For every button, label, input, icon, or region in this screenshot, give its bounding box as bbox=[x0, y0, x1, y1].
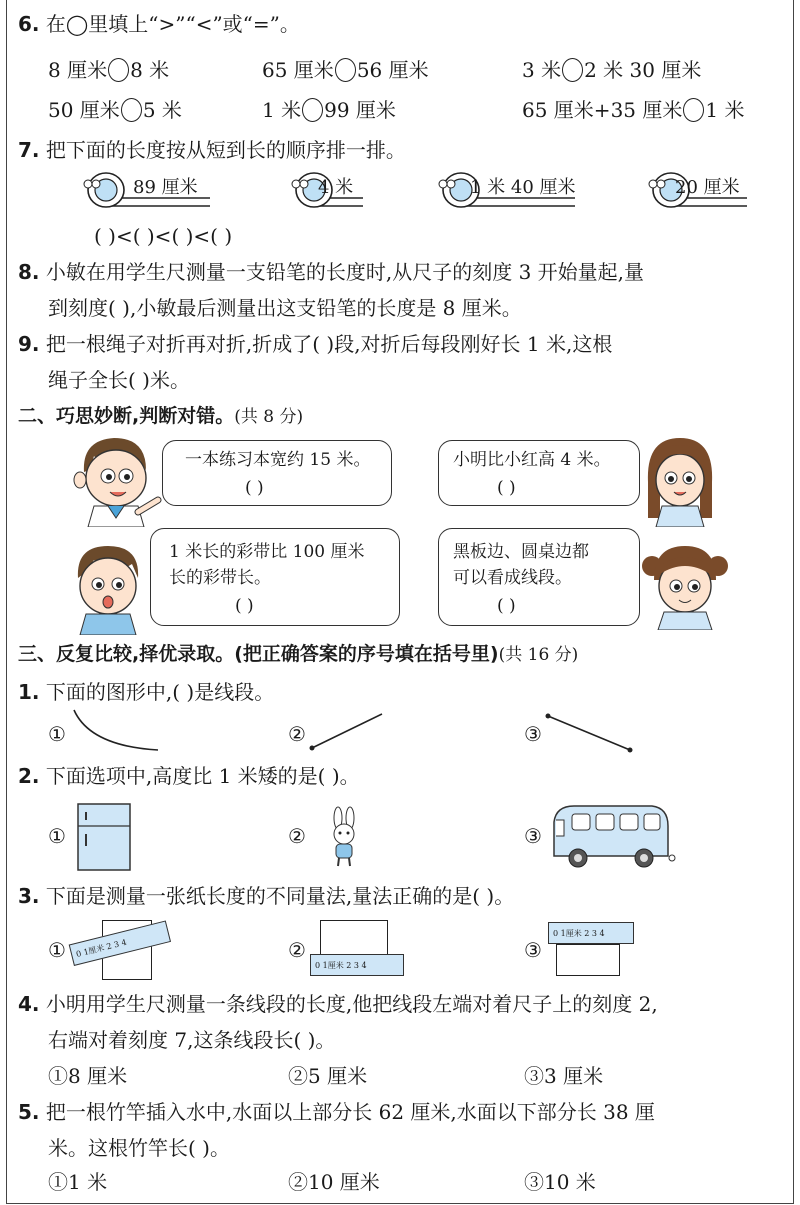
q6-item-left: 8 厘米 bbox=[48, 58, 108, 82]
q6-item-right: 5 米 bbox=[142, 98, 182, 122]
segment-figure bbox=[548, 716, 630, 750]
option-item[interactable]: ①8 厘米 bbox=[48, 1064, 128, 1088]
judge-answer-paren[interactable]: ( ) bbox=[235, 596, 254, 616]
s3q5-line1 bbox=[18, 1098, 655, 1126]
option-marker[interactable]: ② bbox=[288, 938, 306, 962]
q7-stem bbox=[18, 136, 406, 164]
girl-illustration bbox=[640, 432, 720, 527]
ray-figure bbox=[312, 714, 382, 748]
ruler-icon: 0 1厘米 2 3 4 bbox=[548, 922, 634, 944]
judge-statement: 一本练习本宽约 15 米。 bbox=[185, 450, 371, 470]
bus-icon bbox=[548, 800, 678, 872]
q6-item bbox=[522, 56, 701, 84]
option-item[interactable]: ③10 米 bbox=[524, 1170, 596, 1194]
q7-stem-text: 把下面的长度按从短到长的顺序排一排。 bbox=[45, 138, 406, 162]
q6-item-right: 2 米 30 厘米 bbox=[584, 58, 702, 82]
option-marker[interactable]: ③ bbox=[524, 938, 542, 962]
compare-circle[interactable] bbox=[562, 58, 583, 82]
judge-statement-cont: 可以看成线段。 bbox=[453, 568, 572, 588]
judge-answer-paren[interactable]: ( ) bbox=[497, 478, 516, 498]
section3-title bbox=[18, 640, 578, 669]
tape-label: 4 米 bbox=[318, 177, 354, 198]
q7-number: 7. bbox=[18, 138, 40, 162]
option-marker[interactable]: ① bbox=[48, 722, 66, 746]
judge-answer-paren[interactable]: ( ) bbox=[245, 478, 264, 498]
compare-circle[interactable] bbox=[683, 98, 704, 122]
q8-line2[interactable]: 到刻度( ),小敏最后测量出这支铅笔的长度是 8 厘米。 bbox=[48, 296, 522, 320]
judge-bubble bbox=[438, 528, 640, 626]
s3q4-line2[interactable]: 右端对着刻度 7,这条线段长( )。 bbox=[48, 1028, 336, 1052]
q6-item-right: 1 米 bbox=[705, 98, 745, 122]
q6-item bbox=[522, 96, 744, 124]
boy-illustration bbox=[64, 540, 154, 635]
q6-item bbox=[48, 56, 169, 84]
q6-item bbox=[48, 96, 182, 124]
s3q5-number: 5. bbox=[18, 1100, 40, 1124]
compare-circle[interactable] bbox=[335, 58, 356, 82]
judge-bubble bbox=[162, 440, 392, 506]
s3q4-text: 小明用学生尺测量一条线段的长度,他把线段左端对着尺子上的刻度 2, bbox=[45, 992, 658, 1016]
s3q2-stem bbox=[18, 762, 360, 790]
boy-pointing-illustration bbox=[64, 432, 164, 527]
option-marker[interactable]: ③ bbox=[524, 824, 542, 848]
q6-stem-text: 在◯里填上“>”“<”或“=”。 bbox=[45, 12, 300, 36]
s3q1-stem bbox=[18, 678, 274, 706]
q9-line2[interactable]: 绳子全长( )米。 bbox=[48, 368, 190, 392]
option-marker[interactable]: ① bbox=[48, 824, 66, 848]
option-marker[interactable]: ③ bbox=[524, 722, 542, 746]
option-item[interactable]: ②10 厘米 bbox=[288, 1170, 380, 1194]
s3q1-stem-text[interactable]: 下面的图形中,( )是线段。 bbox=[45, 680, 275, 704]
q6-item-left: 65 厘米+35 厘米 bbox=[522, 98, 683, 122]
q6-item-left: 3 米 bbox=[522, 58, 562, 82]
tape-label: 89 厘米 bbox=[133, 177, 198, 198]
q6-item bbox=[262, 56, 429, 84]
q6-item bbox=[262, 96, 396, 124]
judge-statement: 1 米长的彩带比 100 厘米 bbox=[169, 542, 365, 562]
q6-number: 6. bbox=[18, 12, 40, 36]
option-marker[interactable]: ① bbox=[48, 938, 66, 962]
q6-item-left: 50 厘米 bbox=[48, 98, 120, 122]
line-figures bbox=[70, 706, 770, 756]
q8-text: 小敏在用学生尺测量一支铅笔的长度时,从尺子的刻度 3 开始量起,量 bbox=[45, 260, 645, 284]
refrigerator-icon bbox=[74, 800, 136, 874]
compare-circle[interactable] bbox=[108, 58, 129, 82]
option-item[interactable]: ①1 米 bbox=[48, 1170, 108, 1194]
tape-label: 20 厘米 bbox=[675, 177, 740, 198]
s3q4-line1 bbox=[18, 990, 658, 1018]
section2-points: (共 8 分) bbox=[234, 407, 304, 427]
option-marker[interactable]: ② bbox=[288, 722, 306, 746]
compare-circle[interactable] bbox=[302, 98, 323, 122]
section2-title-text: 二、巧思妙断,判断对错。 bbox=[18, 405, 235, 427]
q9-text: 把一根绳子对折再对折,折成了( )段,对折后每段刚好长 1 米,这根 bbox=[45, 332, 613, 356]
girl-pigtails-illustration bbox=[640, 540, 730, 630]
compare-circle[interactable] bbox=[121, 98, 142, 122]
section3-points: (共 16 分) bbox=[498, 645, 579, 665]
s3q2-stem-text[interactable]: 下面选项中,高度比 1 米矮的是( )。 bbox=[45, 764, 360, 788]
judge-bubble bbox=[438, 440, 640, 506]
q9-line1[interactable] bbox=[18, 330, 612, 358]
q9-number: 9. bbox=[18, 332, 40, 356]
s3q3-stem-text[interactable]: 下面是测量一张纸长度的不同量法,量法正确的是( )。 bbox=[45, 884, 515, 908]
option-item[interactable]: ②5 厘米 bbox=[288, 1064, 368, 1088]
measure-method-3 bbox=[548, 922, 658, 984]
judge-statement: 黑板边、圆桌边都 bbox=[453, 542, 589, 562]
option-marker[interactable]: ② bbox=[288, 824, 306, 848]
ruler-icon: 0 1厘米 2 3 4 bbox=[69, 920, 171, 966]
judge-statement: 小明比小红高 4 米。 bbox=[453, 450, 611, 470]
q6-item-left: 1 米 bbox=[262, 98, 302, 122]
q6-item-left: 65 厘米 bbox=[262, 58, 334, 82]
measure-method-2 bbox=[310, 918, 420, 982]
ruler-icon: 0 1厘米 2 3 4 bbox=[310, 954, 404, 976]
rabbit-icon bbox=[322, 806, 366, 868]
q6-item-right: 99 厘米 bbox=[324, 98, 396, 122]
q6-item-right: 56 厘米 bbox=[356, 58, 429, 82]
curve-figure bbox=[74, 710, 158, 750]
s3q1-number: 1. bbox=[18, 680, 40, 704]
section3-title-text: 三、反复比较,择优录取。(把正确答案的序号填在括号里) bbox=[18, 643, 499, 665]
q8-number: 8. bbox=[18, 260, 40, 284]
s3q2-number: 2. bbox=[18, 764, 40, 788]
q6-item-right: 8 米 bbox=[130, 58, 170, 82]
q7-order-answer[interactable]: ( )<( )<( )<( ) bbox=[94, 224, 233, 248]
option-item[interactable]: ③3 厘米 bbox=[524, 1064, 604, 1088]
measure-method-1 bbox=[72, 916, 182, 984]
judge-statement-cont: 长的彩带长。 bbox=[169, 568, 271, 588]
judge-bubble bbox=[150, 528, 400, 626]
s3q3-number: 3. bbox=[18, 884, 40, 908]
tape-label: 1 米 40 厘米 bbox=[470, 177, 576, 198]
s3q5-line2[interactable]: 米。这根竹竿长( )。 bbox=[48, 1136, 230, 1160]
q8-line1 bbox=[18, 258, 644, 286]
s3q4-number: 4. bbox=[18, 992, 40, 1016]
q6-stem bbox=[18, 10, 300, 38]
s3q3-stem bbox=[18, 882, 514, 910]
section2-title bbox=[18, 402, 303, 431]
judge-answer-paren[interactable]: ( ) bbox=[497, 596, 516, 616]
s3q5-text: 把一根竹竿插入水中,水面以上部分长 62 厘米,水面以下部分长 38 厘 bbox=[45, 1100, 655, 1124]
